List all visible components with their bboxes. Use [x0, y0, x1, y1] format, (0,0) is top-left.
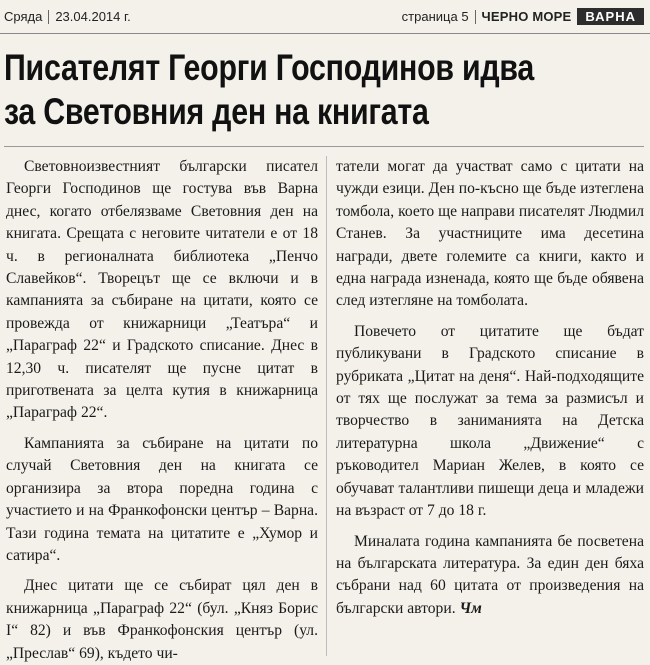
paragraph-5-text: Миналата година кампанията бе посветена на българската литература. За един ден бяха събрани над 60 цитата от произведения на български автори.: [336, 532, 644, 617]
article-column-left: [6, 156, 318, 665]
article-column-right: [336, 156, 644, 620]
page-header: [0, 0, 650, 34]
header-left: [4, 9, 131, 24]
paragraph-1: Световноизвестният български писател Георги Господинов ще гостува във Варна днес, когато отбелязваме Световния ден на книгата. Срещата с неговите читатели е от 18 ч. в регионалната библиотека „Пенчо Славейков“. Творецът ще се включи и в кампанията за събиране на цитати, която се провежда от книжарници „Театъра“ и „Параграф 22“ и Градското списание. Днес в 12,30 ч. писателят ще пусне цитат в приготвената за целта кутия в книжарница „Параграф 22“.: [6, 158, 318, 422]
column-divider: [326, 156, 327, 656]
author-signature: Чм: [459, 599, 482, 617]
paragraph-2: Кампанията за събиране на цитати по случай Световния ден на книгата се организира за втора поредна година с участието и на Франкофонски център – Варна. Тази година темата на цитатите е „Хумор и сатира“.: [6, 434, 318, 564]
header-date: 23.04.2014 г.: [55, 9, 131, 24]
paragraph-3-continued: татели могат да участват само с цитати на чужди езици. Ден по-късно ще бъде изтеглена томбола, което ще направи писателят Людмил Станев. За участниците има десетина награди, двете големите са книги, както и една награда изненада, която ще бъде обявена след изтегляне на томболата.: [336, 158, 644, 310]
paragraph-5: [336, 531, 644, 621]
header-separator: [48, 10, 49, 24]
header-separator-2: [475, 10, 476, 24]
header-day: Сряда: [4, 9, 43, 24]
paragraph-3: Днес цитати ще се събират цял ден в книжарница „Параграф 22“ (бул. „Княз Борис I“ 82) и във Франкофонския център (ул. „Преслав“ 69), където чи-: [6, 577, 318, 662]
headline-line-2: за Световния ден на книгата: [4, 91, 429, 132]
article-headline: [4, 46, 644, 134]
headline-rule: [4, 146, 644, 147]
header-city-badge: ВАРНА: [577, 8, 644, 25]
paragraph-4: Повечето от цитатите ще бъдат публикувани в Градското списание в рубриката „Цитат на деня“. Най-подходящите от тях ще послужат за тема за размисъл и творчество в заниманията на Детска литературна школа „Движение“ с ръководител Мариан Желев, в която се обучават талантливи пишещи деца и младежи на възраст от 7 до 18 г.: [336, 322, 644, 520]
header-newspaper-name: ЧЕРНО МОРЕ: [481, 9, 572, 24]
header-page-number: страница 5: [401, 9, 469, 24]
headline-line-1: Писателят Георги Господинов идва: [4, 47, 535, 88]
header-right: [402, 8, 644, 25]
